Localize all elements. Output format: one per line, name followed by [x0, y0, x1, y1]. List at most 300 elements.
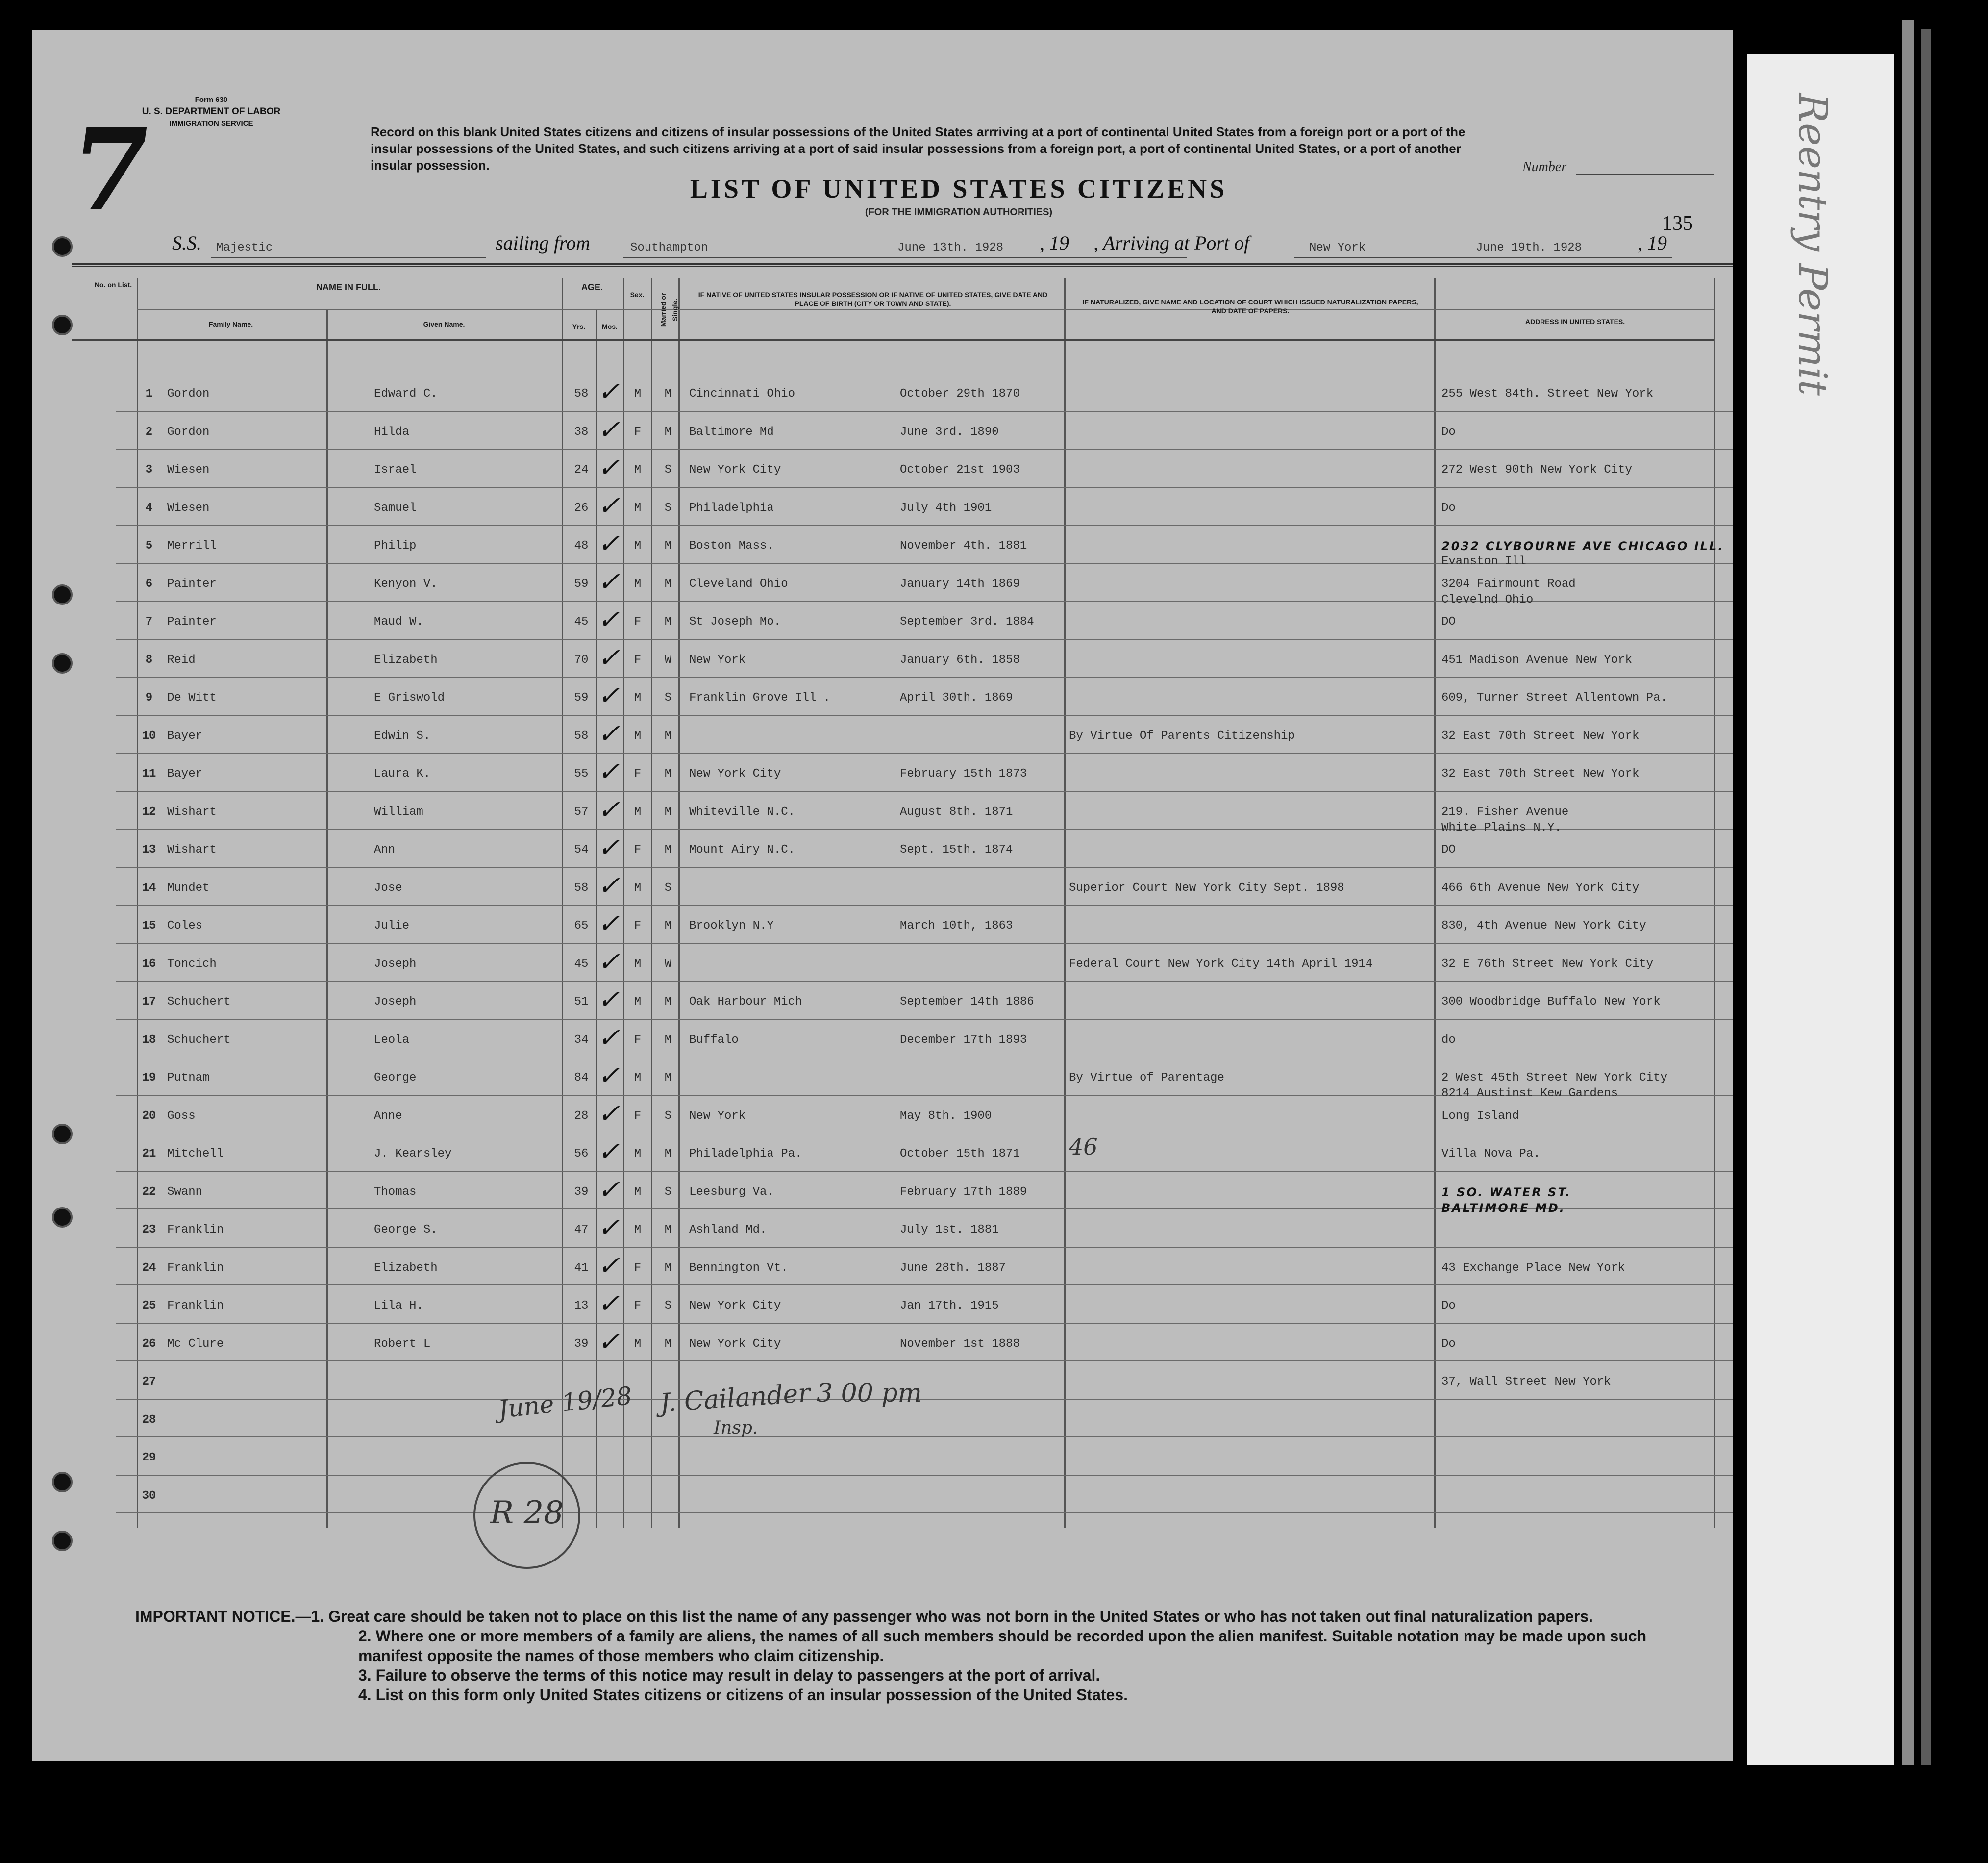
header-name-in-full: NAME IN FULL. [316, 282, 381, 292]
row-number: 4 [145, 501, 153, 515]
sex: F [634, 1299, 642, 1312]
family-name: Reid [167, 653, 196, 667]
row-number: 12 [142, 805, 156, 819]
birth-place: Philadelphia Pa. [689, 1147, 802, 1160]
us-address-line-2: White Plains N.Y. [1441, 821, 1562, 834]
birth-date: April 30th. 1869 [900, 691, 1013, 705]
port-from: Southampton [630, 241, 708, 254]
table-row [32, 488, 1728, 525]
family-name: Bayer [167, 767, 203, 780]
notice-item-3: 3. Failure to observe the terms of this notice may result in delay to passengers at the port of arrival. [358, 1666, 1100, 1684]
table-row [32, 1324, 1728, 1361]
record-instructions: Record on this blank United States citizens and citizens of insular possessions of the United States arrriving at a port of continental United States from a foreign port or a port of the insular possessions of the United States, and such citizens arriving at a port of said insular possessions from a foreign port, a port of continental United States, or a port of another insular possession. [371, 125, 1466, 173]
birth-place: New York [689, 1109, 746, 1123]
row-number: 16 [142, 957, 156, 971]
check-mark-icon: ✓ [596, 718, 626, 749]
marital-status: M [664, 843, 672, 856]
age-years: 34 [574, 1033, 589, 1047]
check-mark-icon: ✓ [596, 870, 626, 901]
sex: F [634, 767, 642, 780]
age-years: 55 [574, 767, 589, 780]
year-label-1: , 19 [1040, 232, 1069, 254]
birth-place: New York City [689, 1337, 781, 1351]
age-years: 56 [574, 1147, 589, 1160]
row-number: 11 [142, 767, 156, 780]
row-number: 19 [142, 1071, 156, 1084]
table-row [32, 1020, 1728, 1057]
sex: M [634, 995, 642, 1008]
page-subtitle: (FOR THE IMMIGRATION AUTHORITIES) [865, 207, 1053, 218]
us-address: 43 Exchange Place New York [1441, 1261, 1625, 1275]
date-from: June 13th. 1928 [897, 241, 1004, 254]
age-years: 28 [574, 1109, 589, 1123]
marital-status: M [664, 1337, 672, 1351]
check-mark-icon: ✓ [596, 566, 626, 597]
check-mark-icon: ✓ [596, 1022, 626, 1053]
ship-name: Majestic [216, 241, 273, 254]
given-name: Kenyon V. [374, 577, 438, 591]
us-address: Do [1441, 425, 1456, 439]
age-years: 58 [574, 881, 589, 895]
us-address: Do [1441, 501, 1456, 515]
header-family-name: Family Name. [208, 320, 253, 328]
check-mark-icon: ✓ [596, 604, 626, 635]
circled-mark: R 28 [473, 1462, 580, 1569]
marital-status: M [664, 615, 672, 629]
us-address: 37, Wall Street New York [1441, 1375, 1611, 1388]
passenger-rows [32, 374, 1728, 1516]
age-years: 38 [574, 425, 589, 439]
us-address: 2 West 45th Street New York City [1441, 1071, 1667, 1084]
birth-place: Whiteville N.C. [689, 805, 795, 819]
marital-status: S [664, 1185, 672, 1199]
birth-place: Boston Mass. [689, 539, 774, 553]
given-name: Philip [374, 539, 417, 553]
birth-date: September 3rd. 1884 [900, 615, 1034, 629]
birth-date: January 6th. 1858 [900, 653, 1020, 667]
row-number: 10 [142, 729, 156, 743]
age-years: 58 [574, 387, 589, 401]
sex: M [634, 1185, 642, 1199]
row-number: 18 [142, 1033, 156, 1047]
sex: F [634, 843, 642, 856]
family-name: De Witt [167, 691, 217, 705]
check-mark-icon: ✓ [596, 1098, 626, 1129]
marital-status: S [664, 501, 672, 515]
row-number: 29 [142, 1451, 156, 1464]
date-to: June 19th. 1928 [1476, 241, 1582, 254]
birth-place: New York City [689, 1299, 781, 1312]
given-name: Anne [374, 1109, 402, 1123]
age-years: 45 [574, 615, 589, 629]
notice-heading: IMPORTANT NOTICE.— [135, 1608, 311, 1625]
us-address: DO [1441, 843, 1456, 856]
check-mark-icon: ✓ [596, 414, 626, 445]
service-name: IMMIGRATION SERVICE [169, 119, 253, 127]
marital-status: S [664, 1299, 672, 1312]
birth-date: October 15th 1871 [900, 1147, 1020, 1160]
marital-status: M [664, 425, 672, 439]
table-row [32, 564, 1728, 606]
birth-date: March 10th, 1863 [900, 919, 1013, 932]
birth-date: February 15th 1873 [900, 767, 1027, 780]
birth-date: October 21st 1903 [900, 463, 1020, 477]
binder-hole [52, 1207, 73, 1228]
given-name: Samuel [374, 501, 417, 515]
us-address: 2032 CLYBOURNE AVE CHICAGO ILL. [1441, 539, 1724, 553]
page-title: LIST OF UNITED STATES CITIZENS [690, 174, 1228, 203]
arriving-label: , Arriving at Port of [1093, 232, 1250, 254]
marital-status: S [664, 691, 672, 705]
family-name: Franklin [167, 1223, 224, 1236]
check-mark-icon: ✓ [596, 1288, 626, 1319]
given-name: Hilda [374, 425, 410, 439]
birth-date: Sept. 15th. 1874 [900, 843, 1013, 856]
book-edge [1921, 29, 1931, 1765]
age-years: 26 [574, 501, 589, 515]
table-row [32, 1248, 1728, 1285]
row-number: 2 [145, 425, 153, 439]
family-name: Goss [167, 1109, 196, 1123]
age-years: 70 [574, 653, 589, 667]
family-name: Painter [167, 577, 217, 591]
row-number: 3 [145, 463, 153, 477]
row-number: 14 [142, 881, 156, 895]
table-row [32, 374, 1728, 411]
check-mark-icon: ✓ [596, 832, 626, 863]
notice-item-1: 1. Great care should be taken not to place on this list the name of any passenger who was not born in the United States or who has not taken out final naturalization papers. [311, 1608, 1593, 1625]
age-years: 45 [574, 957, 589, 971]
given-name: Leola [374, 1033, 410, 1047]
header-yrs: Yrs. [572, 323, 586, 330]
us-address: 300 Woodbridge Buffalo New York [1441, 995, 1661, 1008]
naturalization: 46 [1069, 1133, 1098, 1160]
inspector-title: Insp. [714, 1418, 758, 1438]
marital-status: M [664, 387, 672, 401]
age-years: 54 [574, 843, 589, 856]
given-name: Thomas [374, 1185, 417, 1199]
given-name: Robert L [374, 1337, 431, 1351]
marital-status: M [664, 919, 672, 932]
given-name: Joseph [374, 957, 417, 971]
check-mark-icon: ✓ [596, 490, 626, 521]
birth-place: Mount Airy N.C. [689, 843, 795, 856]
page-number: 135 [1662, 212, 1693, 235]
table-row [32, 982, 1728, 1019]
ss-label: S.S. [172, 232, 201, 254]
binder-hole [52, 315, 73, 335]
table-row [32, 716, 1728, 753]
check-mark-icon: ✓ [596, 642, 626, 673]
given-name: George S. [374, 1223, 438, 1236]
given-name: George [374, 1071, 417, 1084]
family-name: Merrill [167, 539, 217, 553]
age-years: 41 [574, 1261, 589, 1275]
us-address: 272 West 90th New York City [1441, 463, 1632, 477]
family-name: Toncich [167, 957, 217, 971]
table-row [32, 1057, 1728, 1100]
table-row [32, 602, 1728, 639]
header-age: AGE. [581, 282, 603, 292]
marital-status: W [664, 653, 672, 667]
table-row [32, 944, 1728, 981]
marital-status: S [664, 1109, 672, 1123]
row-number: 6 [145, 577, 153, 591]
given-name: Laura K. [374, 767, 431, 780]
row-number: 27 [142, 1375, 156, 1388]
book-edge [1902, 20, 1914, 1765]
sex: M [634, 501, 642, 515]
notice-item-4: 4. List on this form only United States citizens or citizens of an insular possession of the United States. [358, 1686, 1128, 1704]
us-address: 219. Fisher Avenue [1441, 805, 1569, 819]
check-mark-icon: ✓ [596, 376, 626, 407]
inspector-time: 3 00 pm [817, 1379, 922, 1408]
manifest-table [32, 30, 1733, 1761]
birth-place: Baltimore Md [689, 425, 774, 439]
table-row [32, 1209, 1728, 1247]
given-name: Maud W. [374, 615, 423, 629]
age-years: 39 [574, 1185, 589, 1199]
age-years: 57 [574, 805, 589, 819]
row-number: 28 [142, 1413, 156, 1427]
table-row [32, 1172, 1728, 1215]
table-row [32, 792, 1728, 834]
header-address: ADDRESS IN UNITED STATES. [1525, 318, 1625, 326]
check-mark-icon: ✓ [596, 1250, 626, 1281]
birth-place: Cleveland Ohio [689, 577, 788, 591]
family-name: Putnam [167, 1071, 210, 1084]
given-name: Elizabeth [374, 1261, 438, 1275]
table-row [32, 754, 1728, 791]
birth-place: Bennington Vt. [689, 1261, 788, 1275]
birth-date: May 8th. 1900 [900, 1109, 992, 1123]
family-name: Bayer [167, 729, 203, 743]
marital-status: W [664, 957, 672, 971]
row-number: 20 [142, 1109, 156, 1123]
row-number: 21 [142, 1147, 156, 1160]
family-name: Gordon [167, 425, 210, 439]
row-number: 8 [145, 653, 153, 667]
given-name: Ann [374, 843, 396, 856]
birth-date: January 14th 1869 [900, 577, 1020, 591]
check-mark-icon: ✓ [596, 1060, 626, 1091]
family-name: Wiesen [167, 463, 210, 477]
marital-status: M [664, 1147, 672, 1160]
binder-hole [52, 1531, 73, 1551]
side-note: Reentry Permit [1790, 93, 1836, 396]
family-name: Coles [167, 919, 203, 932]
given-name: Israel [374, 463, 417, 477]
us-address: Do [1441, 1337, 1456, 1351]
marital-status: M [664, 995, 672, 1008]
us-address: 3204 Fairmount Road [1441, 577, 1576, 591]
age-years: 84 [574, 1071, 589, 1084]
birth-place: Brooklyn N.Y [689, 919, 774, 932]
marital-status: M [664, 1261, 672, 1275]
family-name: Mundet [167, 881, 210, 895]
birth-date: November 1st 1888 [900, 1337, 1020, 1351]
birth-place: New York City [689, 463, 781, 477]
marital-status: M [664, 577, 672, 591]
family-name: Wishart [167, 843, 217, 856]
birth-place: Cincinnati Ohio [689, 387, 795, 401]
header-no: No. on List. [94, 281, 132, 289]
sex: M [634, 729, 642, 743]
header-mos: Mos. [602, 323, 618, 330]
row-number: 17 [142, 995, 156, 1008]
sex: M [634, 805, 642, 819]
family-name: Painter [167, 615, 217, 629]
check-mark-icon: ✓ [596, 756, 626, 787]
inspector-date: June 19/28 [497, 1381, 634, 1424]
age-years: 51 [574, 995, 589, 1008]
table-row [32, 1285, 1728, 1323]
table-row [32, 640, 1728, 677]
birth-date: June 28th. 1887 [900, 1261, 1006, 1275]
us-address: 830, 4th Avenue New York City [1441, 919, 1646, 932]
birth-place: Philadelphia [689, 501, 774, 515]
naturalization: By Virtue Of Parents Citizenship [1069, 729, 1295, 743]
handwritten-number: 7 [62, 104, 160, 236]
binder-hole [52, 584, 73, 605]
header-given-name: Given Name. [423, 320, 465, 328]
us-address: 466 6th Avenue New York City [1441, 881, 1640, 895]
family-name: Mc Clure [167, 1337, 224, 1351]
row-number: 24 [142, 1261, 156, 1275]
row-number: 13 [142, 843, 156, 856]
header-sex: Sex. [630, 291, 645, 299]
sex: F [634, 1109, 642, 1123]
naturalization: Superior Court New York City Sept. 1898 [1069, 881, 1344, 895]
row-number: 23 [142, 1223, 156, 1236]
birth-place: Leesburg Va. [689, 1185, 774, 1199]
table-row [32, 526, 1728, 568]
check-mark-icon: ✓ [596, 908, 626, 939]
sex: M [634, 539, 642, 553]
us-address: 32 East 70th Street New York [1441, 767, 1640, 780]
us-address: Do [1441, 1299, 1456, 1312]
adjacent-page-strip [1747, 54, 1894, 1765]
number-label: Number [1522, 159, 1567, 175]
sex: F [634, 615, 642, 629]
birth-date: July 1st. 1881 [900, 1223, 999, 1236]
age-years: 58 [574, 729, 589, 743]
birth-place: Franklin Grove Ill . [689, 691, 831, 705]
sex: M [634, 1071, 642, 1084]
marital-status: M [664, 729, 672, 743]
inspector-name: J. Cailander [659, 1378, 812, 1418]
table-row [32, 906, 1728, 943]
birth-date: September 14th 1886 [900, 995, 1034, 1008]
sex: F [634, 653, 642, 667]
age-years: 47 [574, 1223, 589, 1236]
birth-date: July 4th 1901 [900, 501, 992, 515]
check-mark-icon: ✓ [596, 1136, 626, 1167]
us-address-line-2: Clevelnd Ohio [1441, 593, 1534, 606]
age-years: 65 [574, 919, 589, 932]
sex: M [634, 1337, 642, 1351]
sex: F [634, 425, 642, 439]
us-address-line-2: BALTIMORE MD. [1441, 1201, 1566, 1215]
naturalization: Federal Court New York City 14th April 1914 [1069, 957, 1373, 971]
check-mark-icon: ✓ [596, 794, 626, 825]
birth-date: December 17th 1893 [900, 1033, 1027, 1047]
age-years: 59 [574, 691, 589, 705]
family-name: Franklin [167, 1299, 224, 1312]
us-address: 609, Turner Street Allentown Pa. [1441, 691, 1667, 705]
us-address-line-2: 8214 Austinst Kew Gardens [1441, 1087, 1618, 1100]
table-row [32, 1096, 1728, 1133]
check-mark-icon: ✓ [596, 680, 626, 711]
given-name: E Griswold [374, 691, 445, 705]
row-number: 7 [145, 615, 153, 629]
binder-hole [52, 236, 73, 257]
table-row [32, 1476, 1728, 1513]
us-address: do [1441, 1033, 1456, 1047]
check-mark-icon: ✓ [596, 452, 626, 483]
age-years: 48 [574, 539, 589, 553]
row-number: 15 [142, 919, 156, 932]
given-name: J. Kearsley [374, 1147, 452, 1160]
important-notice [135, 1607, 1704, 1705]
given-name: Edwin S. [374, 729, 431, 743]
form-number: Form 630 [195, 96, 228, 104]
binder-hole [52, 1472, 73, 1492]
sex: F [634, 1033, 642, 1047]
port-to: New York [1309, 241, 1366, 254]
us-address: Villa Nova Pa. [1441, 1147, 1541, 1160]
sex: M [634, 463, 642, 477]
sex: M [634, 1223, 642, 1236]
family-name: Schuchert [167, 995, 231, 1008]
marital-status: M [664, 805, 672, 819]
age-years: 13 [574, 1299, 589, 1312]
sex: F [634, 1261, 642, 1275]
row-number: 5 [145, 539, 153, 553]
given-name: Edward C. [374, 387, 438, 401]
family-name: Wiesen [167, 501, 210, 515]
table-row [32, 450, 1728, 487]
birth-date: June 3rd. 1890 [900, 425, 999, 439]
us-address: Long Island [1441, 1109, 1519, 1123]
family-name: Mitchell [167, 1147, 224, 1160]
year-label-2: , 19 [1638, 232, 1667, 254]
family-name: Franklin [167, 1261, 224, 1275]
marital-status: M [664, 1071, 672, 1084]
manifest-page [32, 30, 1733, 1761]
header-birth: IF NATIVE OF UNITED STATES INSULAR POSSESSION OR IF NATIVE OF UNITED STATES, GIVE DATE AND PLACE OF BIRTH (CITY OR TOWN AND STATE). [698, 291, 1048, 307]
birth-date: Jan 17th. 1915 [900, 1299, 999, 1312]
check-mark-icon: ✓ [596, 1212, 626, 1243]
marital-status: M [664, 1223, 672, 1236]
sex: M [634, 691, 642, 705]
table-row [32, 868, 1728, 905]
given-name: Elizabeth [374, 653, 438, 667]
table-row [32, 1437, 1728, 1475]
family-name: Swann [167, 1185, 203, 1199]
check-mark-icon: ✓ [596, 984, 626, 1015]
sailing-from-label: sailing from [496, 232, 590, 254]
sex: M [634, 1147, 642, 1160]
given-name: Joseph [374, 995, 417, 1008]
row-number: 1 [145, 387, 153, 401]
marital-status: M [664, 767, 672, 780]
sex: F [634, 919, 642, 932]
birth-place: Oak Harbour Mich [689, 995, 802, 1008]
sex: M [634, 387, 642, 401]
check-mark-icon: ✓ [596, 946, 626, 977]
us-address: 32 East 70th Street New York [1441, 729, 1640, 743]
